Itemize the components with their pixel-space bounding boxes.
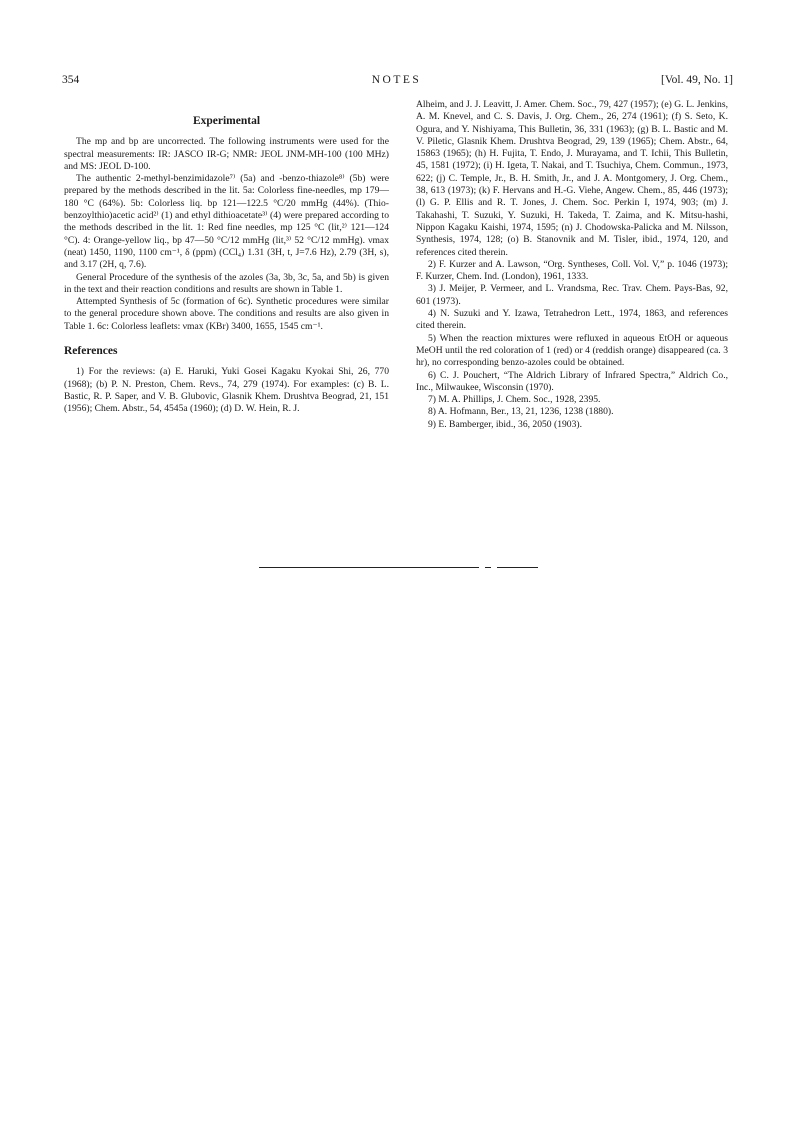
reference-item: 9) E. Bamberger, ibid., 36, 2050 (1903). [428, 418, 582, 430]
reference-item: 8) A. Hofmann, Ber., 13, 21, 1236, 1238 (1880). [428, 406, 614, 418]
reference-item: 6) C. J. Pouchert, “The Aldrich Library of Infrared Spectra,” Aldrich Co., Inc., Milwaukee, Wisconsin (1970). [416, 369, 728, 393]
reference-item: 4) N. Suzuki and Y. Izawa, Tetrahedron Lett., 1974, 1863, and references cited therein. [416, 308, 728, 332]
volume-info: [Vol. 49, No. 1] [661, 74, 733, 86]
end-rule [259, 567, 479, 568]
reference-item: 3) J. Meijer, P. Vermeer, and L. Vrandsma, Rec. Trav. Chem. Pays-Bas, 92, 601 (1973). [416, 283, 728, 307]
reference-item: 5) When the reaction mixtures were refluxed in aqueous EtOH or aqueous MeOH until the red coloration of 1 (red) or 4 (reddish orange) disappeared (ca. 3 hr), no corresponding benzo-azoles could be obtained. [416, 332, 728, 369]
end-rule-tail [497, 567, 538, 568]
right-column [416, 99, 728, 431]
left-column [64, 99, 389, 416]
reference-item: Alheim, and J. J. Leavitt, J. Amer. Chem. Soc., 79, 427 (1957); (e) G. L. Jenkins, A. M. Knevel, and C. S. Davis, J. Org. Chem., 26, 274 (1961); (f) S. Seto, K. Ogura, and Y. Nishiyama, This Bulletin, 36, 331 (1963); (g) B. L. Bastic and M. V. Piletic, Glasnik Khem. Drushtva Beograd, 29, 139 (1965); Chem. Abstr., 64, 15863 (1965); (h) H. Fujita, T. Endo, J. Murayama, and T. Ichii, This Bulletin, 45, 1581 (1972); (i) H. Igeta, T. Nakai, and T. Tsuchiya, Chem. Commun., 1973, 622; (j) C. Temple, Jr., B. H. Smith, Jr., and J. A. Montgomery, J. Org. Chem., 38, 613 (1973); (k) F. Hervans and H.-G. Viehe, Angew. Chem., 85, 446 (1973); (l) G. P. Ellis and R. T. Jones, J. Chem. Soc. Perkin I, 1974, 903; (m) J. Takahashi, T. Suzuki, Y. Suzuki, H. Takeda, T. Zaima, and K. Mitsu-hashi, Nippon Kagaku Kaishi, 1974, 1595; (n) J. Chodowska-Palicka and M. Nilsson, Synthesis, 1974, 128; (o) B. Stanovnik and M. Tisler, ibid., 1974, 120, and references cited therein. [416, 99, 728, 258]
references-heading: References [64, 345, 118, 358]
experimental-paragraph: Attempted Synthesis of 5c (formation of 6c). Synthetic procedures were similar to the general procedure shown above. The conditions and results are also given in Table 1. 6c: Colorless leaflets: νmax (KBr) 3400, 1655, 1545 cm⁻¹. [64, 296, 389, 332]
reference-item: 1) For the reviews: (a) E. Haruki, Yuki Gosei Kagaku Kyokai Shi, 26, 770 (1968); (b) P. N. Preston, Chem. Revs., 74, 279 (1974). For examples: (c) B. L. Bastic, R. P. Saper, and V. B. Glubovic, Glasnik Khem. Drushtva Beograd, 21, 151 (1956); Chem. Abstr., 54, 4545a (1960); (d) D. W. Hein, R. J. [64, 366, 389, 415]
reference-item: 7) M. A. Phillips, J. Chem. Soc., 1928, 2395. [428, 394, 601, 406]
experimental-paragraph: The mp and bp are uncorrected. The following instruments were used for the spectral measurements: IR: JASCO IR-G; NMR: JEOL JNM-MH-100 (100 MHz) and MS: JEOL D-100. [64, 136, 389, 172]
experimental-paragraph: The authentic 2-methyl-benzimidazole⁷⁾ (5a) and -benzo-thiazole⁸⁾ (5b) were prepared by the methods described in the lit. 5a: Colorless fine-needles, mp 179—180 °C (64%). 5b: Colorless liq. bp 121—122.5 °C/20 mmHg (44%). (Thio-benzoylthio)acetic acid²⁾ (1) and ethyl dithioacetate³⁾ (4) were prepared according to the methods described in the lit. 1: Red fine needles, mp 125 °C (lit,²⁾ 121—124 °C). 4: Orange-yellow liq., bp 47—50 °C/12 mmHg (lit,³⁾ 52 °C/12 mmHg). νmax (neat) 1450, 1190, 1100 cm⁻¹, δ (ppm) (CCl₄) 1.31 (3H, t, J=7.6 Hz), 2.79 (3H, s), and 3.17 (2H, q, 7.6). [64, 173, 389, 271]
experimental-paragraph: General Procedure of the synthesis of the azoles (3a, 3b, 3c, 5a, and 5b) is given in the text and their reaction conditions and results are shown in Table 1. [64, 271, 389, 295]
reference-item: 2) F. Kurzer and A. Lawson, “Org. Syntheses, Coll. Vol. V,” p. 1046 (1973); F. Kurzer, Chem. Ind. (London), 1961, 1333. [416, 258, 728, 283]
page-number: 354 [62, 74, 80, 86]
end-rule-dash [485, 567, 491, 568]
running-title: NOTES [371, 74, 422, 86]
experimental-heading: Experimental [192, 115, 261, 127]
